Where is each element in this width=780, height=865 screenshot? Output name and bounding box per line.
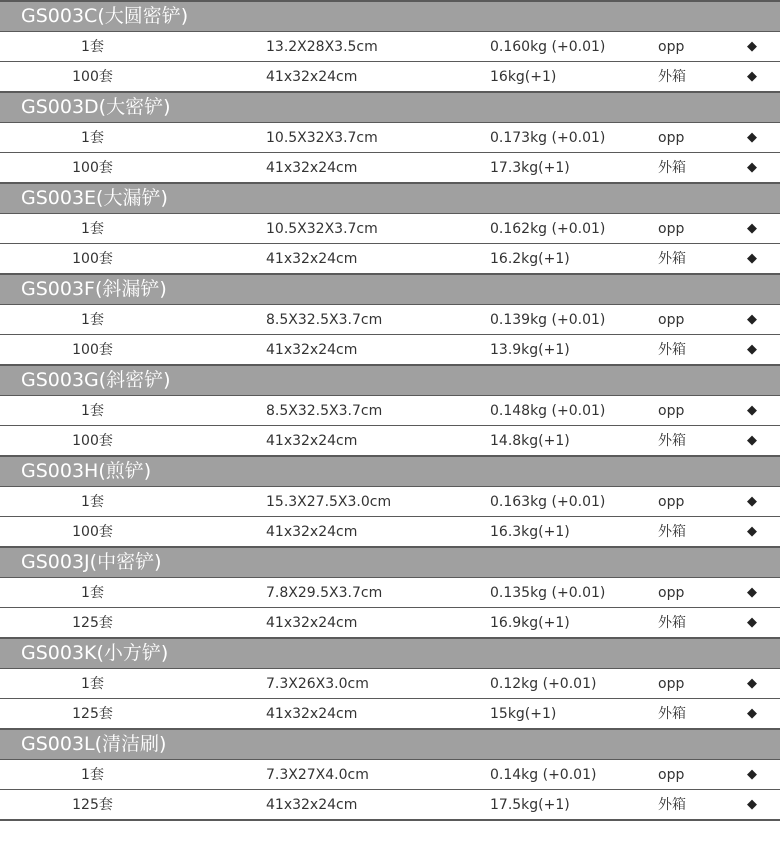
table-row <box>0 759 780 789</box>
group-header: GS003C(大圆密铲) <box>0 0 780 31</box>
packaging-cell: 外箱 <box>658 160 686 176</box>
dimensions-cell: 7.3X26X3.0cm <box>266 676 369 692</box>
table-row <box>0 395 780 425</box>
packaging-cell: 外箱 <box>658 524 686 540</box>
quantity-cell: 100套 <box>72 524 113 540</box>
dimensions-cell: 41x32x24cm <box>266 160 358 176</box>
packaging-cell: 外箱 <box>658 69 686 85</box>
quantity-cell: 1套 <box>81 39 104 55</box>
weight-cell: 0.139kg (+0.01) <box>490 312 606 328</box>
dimensions-cell: 41x32x24cm <box>266 433 358 449</box>
weight-cell: 0.160kg (+0.01) <box>490 39 606 55</box>
quantity-cell: 1套 <box>81 676 104 692</box>
quantity-cell: 1套 <box>81 494 104 510</box>
table-row <box>0 122 780 152</box>
packaging-cell: 外箱 <box>658 706 686 722</box>
diamond-icon: ◆ <box>747 251 757 266</box>
table-row <box>0 61 780 91</box>
diamond-icon: ◆ <box>747 403 757 418</box>
quantity-cell: 1套 <box>81 130 104 146</box>
diamond-icon: ◆ <box>747 585 757 600</box>
diamond-icon: ◆ <box>747 221 757 236</box>
quantity-cell: 125套 <box>72 706 113 722</box>
dimensions-cell: 41x32x24cm <box>266 706 358 722</box>
packaging-cell: opp <box>658 767 685 783</box>
packaging-cell: opp <box>658 494 685 510</box>
packaging-cell: opp <box>658 221 685 237</box>
diamond-icon: ◆ <box>747 342 757 357</box>
group-header: GS003J(中密铲) <box>0 546 780 577</box>
dimensions-cell: 15.3X27.5X3.0cm <box>266 494 392 510</box>
packaging-cell: opp <box>658 130 685 146</box>
dimensions-cell: 8.5X32.5X3.7cm <box>266 403 383 419</box>
diamond-icon: ◆ <box>747 767 757 782</box>
table-row <box>0 698 780 728</box>
table-row <box>0 789 780 819</box>
weight-cell: 15kg(+1) <box>490 706 557 722</box>
diamond-icon: ◆ <box>747 433 757 448</box>
diamond-icon: ◆ <box>747 160 757 175</box>
dimensions-cell: 10.5X32X3.7cm <box>266 221 378 237</box>
dimensions-cell: 41x32x24cm <box>266 342 358 358</box>
diamond-icon: ◆ <box>747 797 757 812</box>
group-header: GS003E(大漏铲) <box>0 182 780 213</box>
dimensions-cell: 41x32x24cm <box>266 797 358 813</box>
quantity-cell: 1套 <box>81 221 104 237</box>
dimensions-cell: 7.3X27X4.0cm <box>266 767 369 783</box>
table-row <box>0 668 780 698</box>
table-row <box>0 213 780 243</box>
weight-cell: 0.12kg (+0.01) <box>490 676 597 692</box>
dimensions-cell: 7.8X29.5X3.7cm <box>266 585 383 601</box>
weight-cell: 16kg(+1) <box>490 69 557 85</box>
weight-cell: 0.173kg (+0.01) <box>490 130 606 146</box>
table-row <box>0 486 780 516</box>
dimensions-cell: 10.5X32X3.7cm <box>266 130 378 146</box>
quantity-cell: 125套 <box>72 615 113 631</box>
table-row <box>0 152 780 182</box>
diamond-icon: ◆ <box>747 312 757 327</box>
packaging-cell: 外箱 <box>658 797 686 813</box>
weight-cell: 16.3kg(+1) <box>490 524 570 540</box>
diamond-icon: ◆ <box>747 69 757 84</box>
packaging-cell: opp <box>658 403 685 419</box>
packaging-cell: 外箱 <box>658 342 686 358</box>
quantity-cell: 100套 <box>72 69 113 85</box>
group-header: GS003L(清洁刷) <box>0 728 780 759</box>
diamond-icon: ◆ <box>747 494 757 509</box>
weight-cell: 0.148kg (+0.01) <box>490 403 606 419</box>
weight-cell: 14.8kg(+1) <box>490 433 570 449</box>
quantity-cell: 1套 <box>81 767 104 783</box>
weight-cell: 17.5kg(+1) <box>490 797 570 813</box>
diamond-icon: ◆ <box>747 676 757 691</box>
dimensions-cell: 41x32x24cm <box>266 524 358 540</box>
group-header: GS003D(大密铲) <box>0 91 780 122</box>
diamond-icon: ◆ <box>747 524 757 539</box>
table-row <box>0 516 780 546</box>
diamond-icon: ◆ <box>747 615 757 630</box>
dimensions-cell: 41x32x24cm <box>266 69 358 85</box>
diamond-icon: ◆ <box>747 706 757 721</box>
weight-cell: 0.135kg (+0.01) <box>490 585 606 601</box>
quantity-cell: 1套 <box>81 312 104 328</box>
table-row <box>0 607 780 637</box>
group-header: GS003G(斜密铲) <box>0 364 780 395</box>
quantity-cell: 100套 <box>72 433 113 449</box>
quantity-cell: 100套 <box>72 251 113 267</box>
weight-cell: 0.14kg (+0.01) <box>490 767 597 783</box>
table-row <box>0 31 780 61</box>
table-row <box>0 304 780 334</box>
dimensions-cell: 13.2X28X3.5cm <box>266 39 378 55</box>
diamond-icon: ◆ <box>747 39 757 54</box>
quantity-cell: 1套 <box>81 585 104 601</box>
quantity-cell: 100套 <box>72 160 113 176</box>
packaging-cell: opp <box>658 39 685 55</box>
table-row <box>0 577 780 607</box>
packaging-cell: opp <box>658 585 685 601</box>
group-header: GS003H(煎铲) <box>0 455 780 486</box>
weight-cell: 17.3kg(+1) <box>490 160 570 176</box>
packaging-cell: 外箱 <box>658 251 686 267</box>
packaging-cell: opp <box>658 676 685 692</box>
dimensions-cell: 41x32x24cm <box>266 251 358 267</box>
table-row <box>0 243 780 273</box>
dimensions-cell: 41x32x24cm <box>266 615 358 631</box>
group-header: GS003F(斜漏铲) <box>0 273 780 304</box>
table-row <box>0 334 780 364</box>
weight-cell: 13.9kg(+1) <box>490 342 570 358</box>
packaging-cell: opp <box>658 312 685 328</box>
packaging-cell: 外箱 <box>658 615 686 631</box>
weight-cell: 0.163kg (+0.01) <box>490 494 606 510</box>
table-row <box>0 425 780 455</box>
weight-cell: 16.2kg(+1) <box>490 251 570 267</box>
quantity-cell: 100套 <box>72 342 113 358</box>
dimensions-cell: 8.5X32.5X3.7cm <box>266 312 383 328</box>
weight-cell: 0.162kg (+0.01) <box>490 221 606 237</box>
quantity-cell: 1套 <box>81 403 104 419</box>
group-header: GS003K(小方铲) <box>0 637 780 668</box>
quantity-cell: 125套 <box>72 797 113 813</box>
diamond-icon: ◆ <box>747 130 757 145</box>
weight-cell: 16.9kg(+1) <box>490 615 570 631</box>
packaging-cell: 外箱 <box>658 433 686 449</box>
